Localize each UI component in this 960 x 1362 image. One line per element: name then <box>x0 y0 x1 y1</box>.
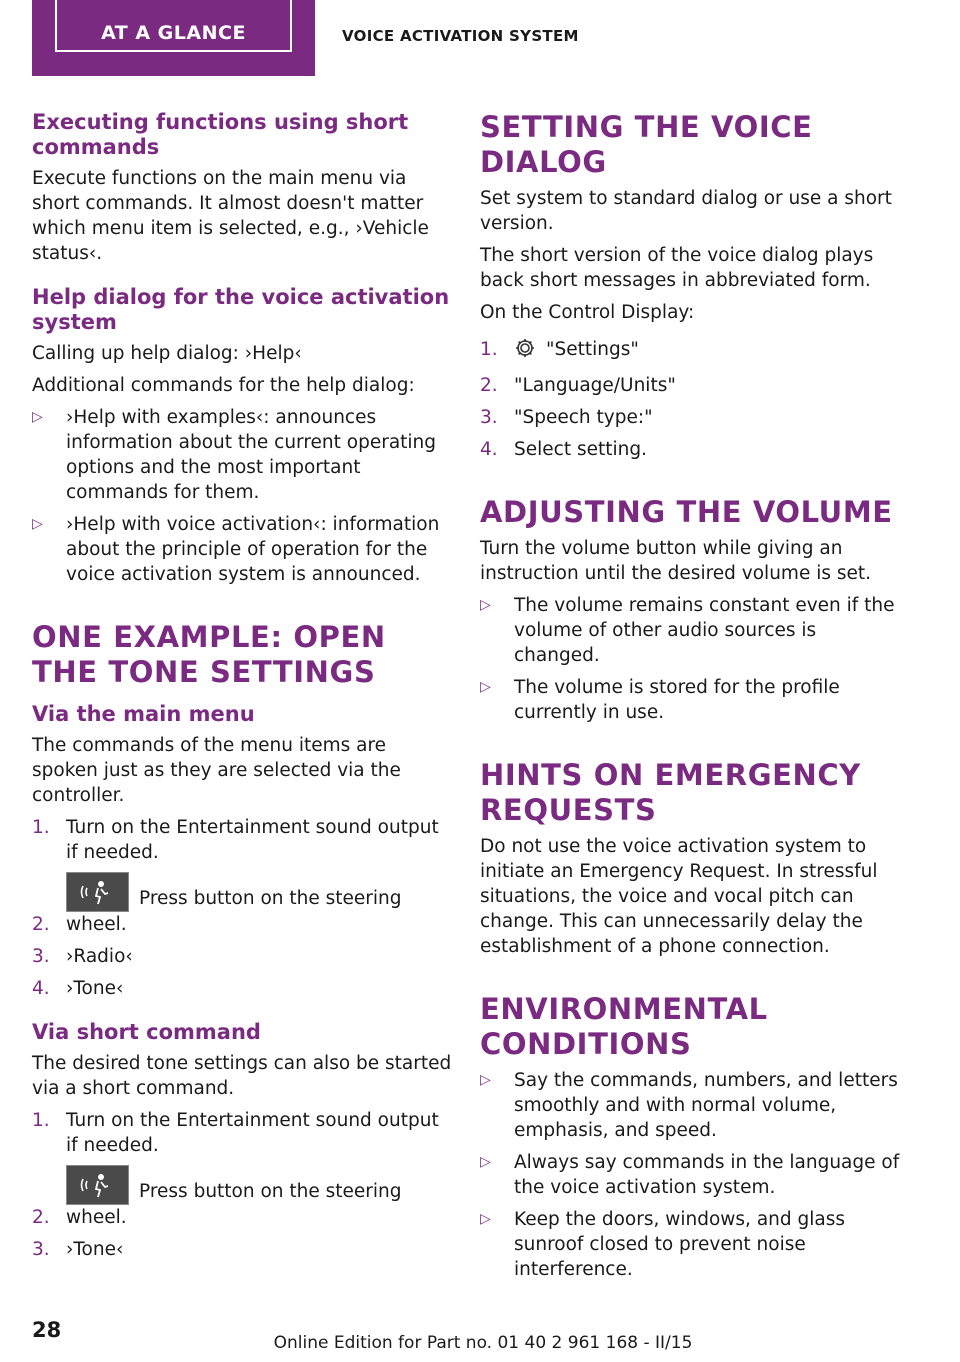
right-column <box>480 110 900 1289</box>
list-item: ▷ The volume is stored for the profile currently in use. <box>480 677 840 723</box>
heading-voice-dialog: SETTING THE VOICE DIALOG <box>480 110 813 179</box>
triangle-bullet-icon: ▷ <box>480 597 491 613</box>
left-column <box>32 110 452 1269</box>
chapter-tab <box>32 0 315 76</box>
list-item: ▷ The volume remains constant even if the volume of other audio sources is changed. <box>480 595 895 666</box>
list-item: 2. Press button on the steering wheel. <box>32 1165 452 1230</box>
main-menu-steps <box>32 815 452 1001</box>
paragraph-help-call: Calling up help dialog: ›Help‹ <box>32 343 302 364</box>
heading-main-menu: Via the main menu <box>32 702 255 726</box>
heading-volume: ADJUSTING THE VOLUME <box>480 495 893 529</box>
list-item: 3. ›Tone‹ <box>32 1239 124 1260</box>
paragraph-emergency: Do not use the voice activation system to initiate an Emergency Request. In stressful situations, the voice and vocal pitch can change. This can unnecessarily delay the establishment of a phone connection. <box>480 836 878 957</box>
list-item: 1. Turn on the Entertainment sound output if needed. <box>32 1110 439 1156</box>
short-command-steps <box>32 1108 452 1262</box>
paragraph-help-additional: Additional commands for the help dialog: <box>32 375 415 396</box>
paragraph-main-menu: The commands of the menu items are spoken just as they are selected via the controller. <box>32 735 401 806</box>
paragraph-short-command: The desired tone settings can also be started via a short command. <box>32 1053 452 1099</box>
list-item: ▷ Always say commands in the language of the voice activation system. <box>480 1152 900 1198</box>
list-item: ▷ Keep the doors, windows, and glass sunroof closed to prevent noise interference. <box>480 1209 845 1280</box>
environmental-list <box>480 1068 900 1282</box>
paragraph-voice-dialog-2: The short version of the voice dialog plays back short messages in abbreviated form. <box>480 245 874 291</box>
voice-dialog-steps <box>480 337 900 462</box>
heading-environmental: ENVIRONMENTAL CONDITIONS <box>480 992 768 1061</box>
heading-example-tone: ONE EXAMPLE: OPEN THE TONE SETTINGS <box>32 620 386 689</box>
triangle-bullet-icon: ▷ <box>32 516 43 532</box>
heading-short-commands: Executing functions using short commands <box>32 110 409 159</box>
list-item: 4. ›Tone‹ <box>32 978 124 999</box>
paragraph-control-display: On the Control Display: <box>480 302 695 323</box>
list-item: 1. "Settings" <box>480 337 900 366</box>
list-item: ▷ ›Help with examples‹: announces information about the current operating options and the most important commands for them. <box>32 407 437 503</box>
triangle-bullet-icon: ▷ <box>480 679 491 695</box>
paragraph-voice-dialog-1: Set system to standard dialog or use a short version. <box>480 188 892 234</box>
list-item: 3. ›Radio‹ <box>32 946 133 967</box>
voice-button-icon <box>66 1165 129 1205</box>
voice-button-icon <box>66 872 129 912</box>
list-item: 2. "Language/Units" <box>480 375 676 396</box>
chapter-tab-frame <box>55 0 292 52</box>
triangle-bullet-icon: ▷ <box>480 1072 491 1088</box>
triangle-bullet-icon: ▷ <box>480 1154 491 1170</box>
list-item: ▷ ›Help with voice activation‹: information about the principle of operation for the voice activation system is announced. <box>32 514 440 585</box>
volume-list <box>480 593 900 725</box>
page-number: 28 <box>32 1318 62 1342</box>
list-item: 3. "Speech type:" <box>480 407 653 428</box>
triangle-bullet-icon: ▷ <box>32 409 43 425</box>
triangle-bullet-icon: ▷ <box>480 1211 491 1227</box>
list-item: ▷ Say the commands, numbers, and letters smoothly and with normal volume, emphasis, and speed. <box>480 1070 898 1141</box>
gear-icon <box>514 337 536 366</box>
heading-help-dialog: Help dialog for the voice activation system <box>32 285 450 334</box>
help-commands-list <box>32 405 452 587</box>
list-item: 1. Turn on the Entertainment sound output if needed. <box>32 817 439 863</box>
paragraph-volume: Turn the volume button while giving an instruction until the desired volume is set. <box>480 538 872 584</box>
chapter-tab-label: AT A GLANCE <box>101 22 246 44</box>
heading-short-command: Via short command <box>32 1020 261 1044</box>
paragraph-short-commands: Execute functions on the main menu via short commands. It almost doesn't matter which menu item is selected, e.g., ›Vehicle status‹. <box>32 168 429 264</box>
heading-emergency: HINTS ON EMERGENCY REQUESTS <box>480 758 861 827</box>
list-item: 4. Select setting. <box>480 439 647 460</box>
list-item: 2. Press button on the steering wheel. <box>32 872 452 937</box>
section-title: VOICE ACTIVATION SYSTEM <box>342 27 579 45</box>
edition-footer: Online Edition for Part no. 01 40 2 961 168 - II/15 <box>273 1333 693 1353</box>
